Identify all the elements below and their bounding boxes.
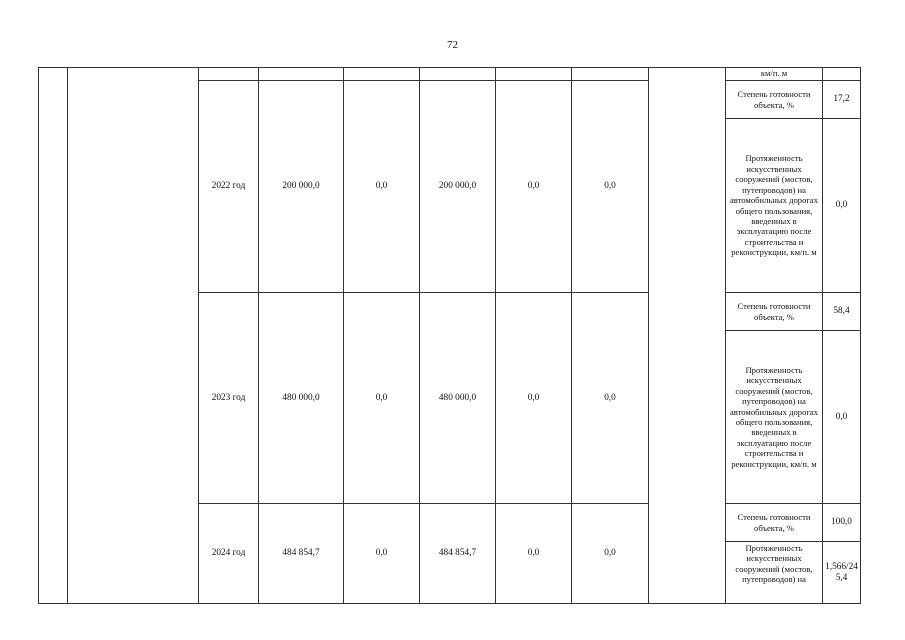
year-cell: 2022 год: [211, 181, 246, 192]
amount-cell: 0,0: [375, 548, 388, 559]
amount-cell: 0,0: [375, 392, 388, 403]
amount-cell: 0,0: [604, 548, 616, 559]
amount-cell: 200 000,0: [282, 181, 320, 192]
page-number: 72: [447, 39, 458, 51]
amount-cell: 0,0: [375, 181, 388, 192]
vline: [38, 67, 39, 604]
indicator-name-cell: Степень готовности объекта, %: [737, 512, 811, 533]
vline: [860, 67, 861, 604]
amount-cell: 480 000,0: [438, 392, 477, 403]
amount-cell: 484 854,7: [282, 548, 320, 559]
indicator-value-cell: 100,0: [831, 517, 852, 528]
amount-cell: 200 000,0: [438, 181, 477, 192]
indicator-value-cell: 0,0: [835, 411, 848, 422]
vline: [67, 67, 68, 604]
hline: [38, 603, 861, 604]
indicator-name-cell: Протяженность искусственных сооружений (мостов, путепроводов) на: [735, 543, 813, 585]
indicator-name-cell: Протяженность искусственных сооружений (мостов, путепроводов) на автомобильных дорогах общего пользования, введенных в эксплуатацию после строительства и реконструкции, км/п. м: [729, 364, 819, 469]
indicator-value-cell: 1,566/245,4: [825, 561, 858, 583]
indicator-name-cell: Протяженность искусственных сооружений (мостов, путепроводов) на автомобильных дорогах общего пользования, введенных в эксплуатацию после строительства и реконструкции, км/п. м: [729, 153, 819, 258]
indicator-name-cell: км/п. м: [760, 68, 788, 79]
amount-cell: 0,0: [604, 392, 616, 403]
year-cell: 2023 год: [211, 392, 246, 403]
amount-cell: 0,0: [527, 181, 540, 192]
amount-cell: 0,0: [604, 181, 616, 192]
amount-cell: 0,0: [527, 548, 540, 559]
indicator-name-cell: Степень готовности объекта, %: [737, 301, 811, 322]
indicator-value-cell: 58,4: [833, 306, 850, 317]
vline: [648, 67, 649, 604]
indicator-name-cell: Степень готовности объекта, %: [737, 89, 811, 110]
indicator-value-cell: 0,0: [835, 200, 848, 211]
year-cell: 2024 год: [211, 548, 246, 559]
vline: [725, 67, 726, 604]
amount-cell: 480 000,0: [282, 392, 320, 403]
amount-cell: 0,0: [527, 392, 540, 403]
indicator-value-cell: 17,2: [833, 94, 850, 105]
amount-cell: 484 854,7: [438, 548, 477, 559]
